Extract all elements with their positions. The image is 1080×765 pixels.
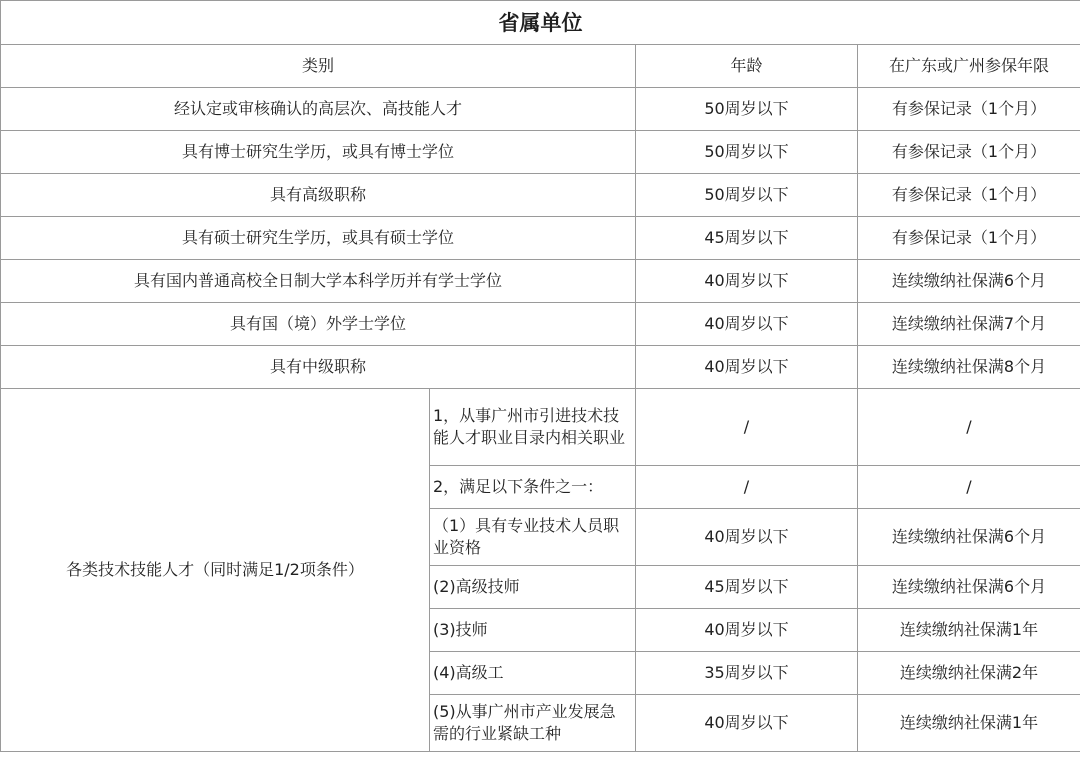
age-cell: 40周岁以下 [636,346,858,389]
condition-cell: (5)从事广州市产业发展急需的行业紧缺工种 [430,695,636,752]
age-cell: 40周岁以下 [636,303,858,346]
insurance-cell: 连续缴纳社保满1年 [858,609,1080,652]
category-cell: 具有国（境）外学士学位 [1,303,636,346]
insurance-cell: 连续缴纳社保满2年 [858,652,1080,695]
table-row [1,174,1080,217]
title-row [1,1,1080,45]
age-cell: 35周岁以下 [636,652,858,695]
table-row [1,88,1080,131]
age-cell: 40周岁以下 [636,260,858,303]
insurance-cell: 连续缴纳社保满6个月 [858,566,1080,609]
tech-category-cell: 各类技术技能人才（同时满足1/2项条件） [1,389,430,752]
condition-cell: 2，满足以下条件之一： [430,466,636,509]
age-cell: / [636,466,858,509]
insurance-cell: 有参保记录（1个月） [858,131,1080,174]
age-cell: 45周岁以下 [636,217,858,260]
table-row [1,131,1080,174]
insurance-cell: 有参保记录（1个月） [858,174,1080,217]
age-cell: 40周岁以下 [636,609,858,652]
condition-cell: (2)高级技师 [430,566,636,609]
category-cell: 具有高级职称 [1,174,636,217]
condition-cell: (3)技师 [430,609,636,652]
age-cell: 50周岁以下 [636,174,858,217]
condition-cell: (4)高级工 [430,652,636,695]
header-age: 年龄 [636,45,858,88]
table-row [1,346,1080,389]
header-row [1,45,1080,88]
category-cell: 具有硕士研究生学历，或具有硕士学位 [1,217,636,260]
insurance-cell: 连续缴纳社保满1年 [858,695,1080,752]
condition-cell: 1，从事广州市引进技术技能人才职业目录内相关职业 [430,389,636,466]
category-cell: 具有博士研究生学历，或具有博士学位 [1,131,636,174]
table-title: 省属单位 [1,1,1080,45]
insurance-cell: 有参保记录（1个月） [858,217,1080,260]
header-category: 类别 [1,45,636,88]
table-row [1,389,1080,466]
age-cell: 40周岁以下 [636,509,858,566]
age-cell: 50周岁以下 [636,88,858,131]
header-insurance: 在广东或广州参保年限 [858,45,1080,88]
table-row [1,217,1080,260]
condition-cell: （1）具有专业技术人员职业资格 [430,509,636,566]
insurance-cell: 连续缴纳社保满8个月 [858,346,1080,389]
table-row [1,303,1080,346]
category-cell: 具有中级职称 [1,346,636,389]
insurance-cell: 连续缴纳社保满6个月 [858,260,1080,303]
insurance-cell: / [858,389,1080,466]
table-row [1,260,1080,303]
insurance-cell: 连续缴纳社保满7个月 [858,303,1080,346]
insurance-cell: 连续缴纳社保满6个月 [858,509,1080,566]
category-cell: 具有国内普通高校全日制大学本科学历并有学士学位 [1,260,636,303]
insurance-cell: 有参保记录（1个月） [858,88,1080,131]
insurance-cell: / [858,466,1080,509]
age-cell: 50周岁以下 [636,131,858,174]
age-cell: / [636,389,858,466]
category-cell: 经认定或审核确认的高层次、高技能人才 [1,88,636,131]
age-cell: 45周岁以下 [636,566,858,609]
age-cell: 40周岁以下 [636,695,858,752]
